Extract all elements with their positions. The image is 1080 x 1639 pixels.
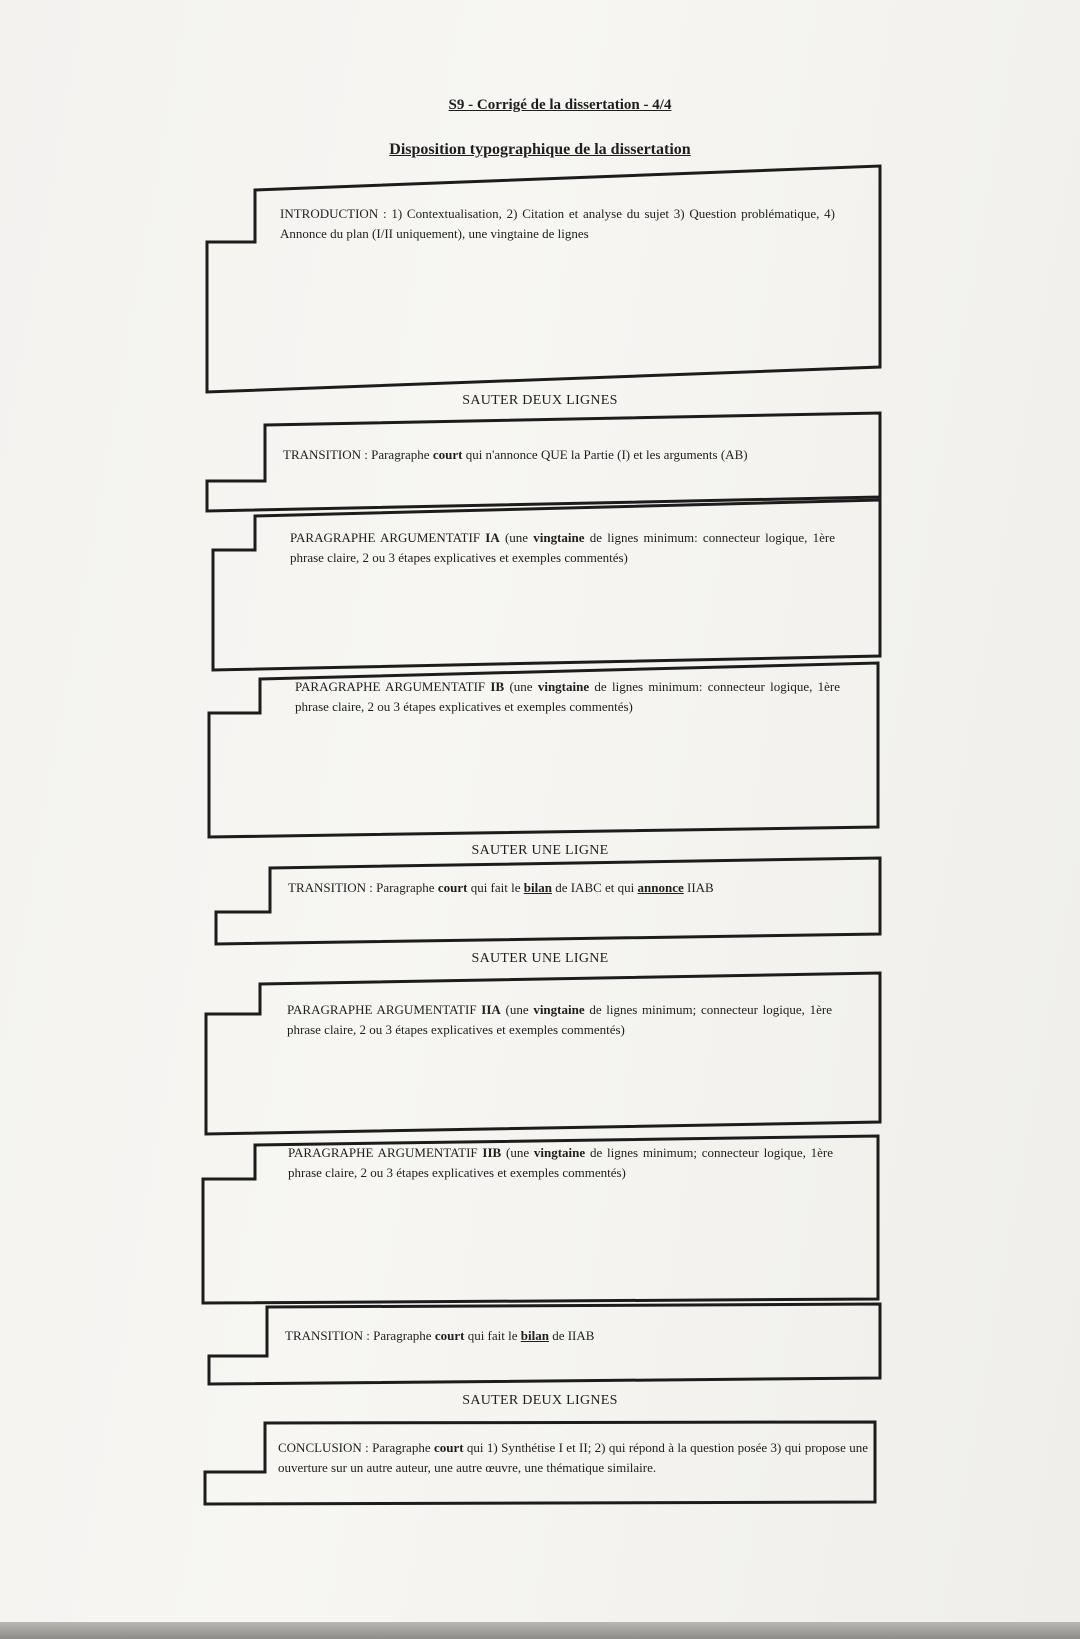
separator-sauter-une-ligne-2: SAUTER UNE LIGNE <box>471 951 609 966</box>
transition-2-box <box>210 856 885 948</box>
transition-2-text: TRANSITION : Paragraphe court qui fait le bilan de IABC et qui annonce IIAB <box>288 880 714 895</box>
separator-sauter-deux-lignes-2: SAUTER DEUX LIGNES <box>462 1393 618 1408</box>
paragraph-ia-box <box>205 498 885 674</box>
paragraph-iib-box <box>200 1133 885 1305</box>
paragraph-iib-text: PARAGRAPHE ARGUMENTATIF IIB (une vingtaine de lignes minimum; connecteur logique, 1ère phrase claire, 2 ou 3 étapes explicatives et exemples commentés) <box>288 1145 833 1180</box>
introduction-box <box>205 162 885 395</box>
paragraph-iia-frame <box>200 970 885 1138</box>
paragraph-iia-box <box>200 970 885 1138</box>
separator-sauter-une-ligne-1: SAUTER UNE LIGNE <box>471 843 609 858</box>
conclusion-box <box>203 1418 878 1508</box>
transition-3-box <box>205 1300 885 1387</box>
paragraph-ia-frame <box>205 498 885 674</box>
transition-3-text: TRANSITION : Paragraphe court qui fait le bilan de IIAB <box>285 1328 595 1343</box>
page-bottom-edge <box>0 1622 1080 1639</box>
page-title: S9 - Corrigé de la dissertation - 4/4 <box>448 97 672 113</box>
paragraph-iia-text: PARAGRAPHE ARGUMENTATIF IIA (une vingtaine de lignes minimum; connecteur logique, 1ère phrase claire, 2 ou 3 étapes explicatives et exemples commentés) <box>287 1002 832 1037</box>
paragraph-ib-text: PARAGRAPHE ARGUMENTATIF IB (une vingtaine de lignes minimum: connecteur logique, 1ère phrase claire, 2 ou 3 étapes explicatives et exemples commentés) <box>295 679 840 714</box>
conclusion-text: CONCLUSION : Paragraphe court qui 1) Synthétise I et II; 2) qui répond à la question posée 3) qui propose une ouverture sur un autre auteur, une autre œuvre, une thématique similaire. <box>278 1440 868 1475</box>
introduction-text: INTRODUCTION : 1) Contextualisation, 2) Citation et analyse du sujet 3) Question problématique, 4) Annonce du plan (I/II uniquement), une vingtaine de lignes <box>280 206 835 241</box>
page-subtitle: Disposition typographique de la dissertation <box>389 141 691 158</box>
paragraph-ib-box <box>205 661 885 841</box>
introduction-frame <box>205 162 885 395</box>
separator-sauter-deux-lignes-1: SAUTER DEUX LIGNES <box>462 393 618 408</box>
transition-1-text: TRANSITION : Paragraphe court qui n'annonce QUE la Partie (I) et les arguments (AB) <box>283 447 748 462</box>
paragraph-ia-text: PARAGRAPHE ARGUMENTATIF IA (une vingtaine de lignes minimum: connecteur logique, 1ère phrase claire, 2 ou 3 étapes explicatives et exemples commentés) <box>290 530 835 565</box>
transition-2-frame <box>210 856 885 948</box>
